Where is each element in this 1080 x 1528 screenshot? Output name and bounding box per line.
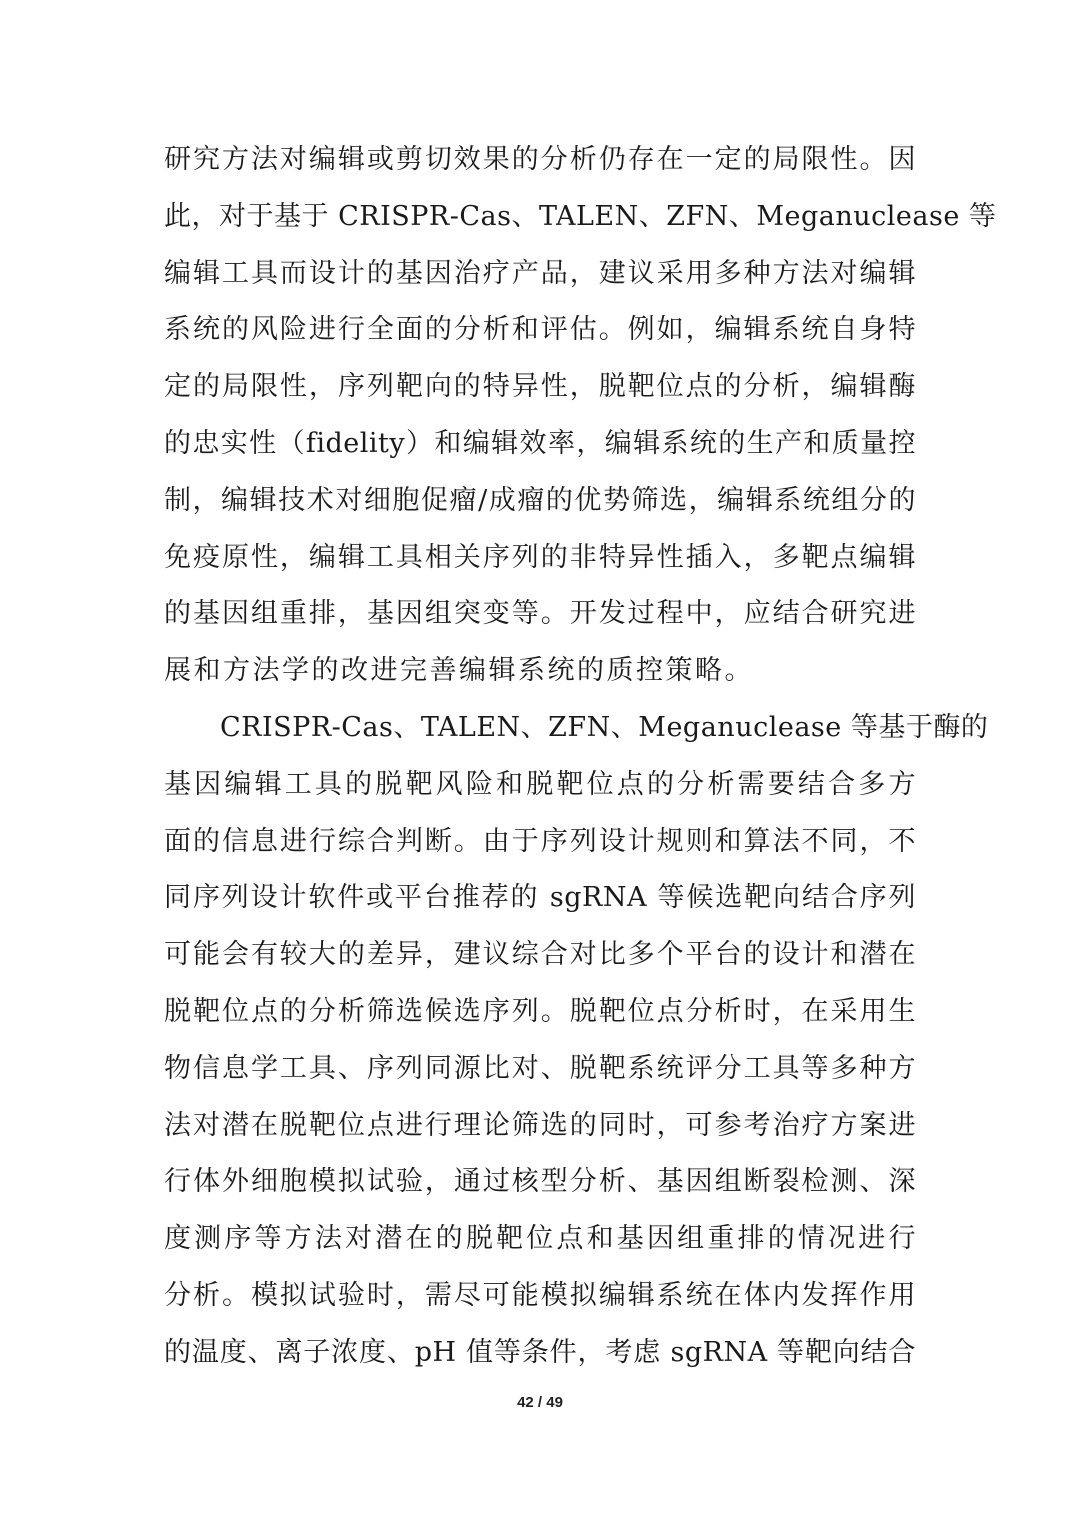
page-number: 42 / 49 xyxy=(517,1394,563,1411)
text-line: 基因编辑工具的脱靶风险和脱靶位点的分析需要结合多方 xyxy=(164,768,916,800)
text-line: 的基因组重排，基因组突变等。开发过程中，应结合研究进 xyxy=(164,598,916,630)
text-line: 编辑工具而设计的基因治疗产品，建议采用多种方法对编辑 xyxy=(164,257,916,289)
text-line: 此，对于基于 CRISPR-Cas、TALEN、ZFN、Meganuclease 等 xyxy=(164,200,997,232)
text-line: CRISPR-Cas、TALEN、ZFN、Meganuclease 等基于酶的 xyxy=(220,711,989,743)
text-line: 法对潜在脱靶位点进行理论筛选的同时，可参考治疗方案进 xyxy=(164,1109,916,1141)
text-line: 行体外细胞模拟试验，通过核型分析、基因组断裂检测、深 xyxy=(164,1166,916,1198)
paragraph-1 xyxy=(164,132,997,700)
text-line: 免疫原性，编辑工具相关序列的非特异性插入，多靶点编辑 xyxy=(164,541,916,573)
text-line: 分析。模拟试验时，需尽可能模拟编辑系统在体内发挥作用 xyxy=(164,1279,916,1311)
text-line: 研究方法对编辑或剪切效果的分析仍存在一定的局限性。因 xyxy=(164,144,916,175)
text-line: 的温度、离子浓度、pH 值等条件，考虑 sgRNA 等靶向结合 xyxy=(164,1336,916,1368)
text-line: 系统的风险进行全面的分析和评估。例如，编辑系统自身特 xyxy=(164,314,916,346)
text-line: 面的信息进行综合判断。由于序列设计规则和算法不同，不 xyxy=(164,825,916,857)
text-line: 可能会有较大的差异，建议综合对比多个平台的设计和潜在 xyxy=(164,939,916,971)
text-line: 同序列设计软件或平台推荐的 sgRNA 等候选靶向结合序列 xyxy=(164,882,916,914)
text-line: 度测序等方法对潜在的脱靶位点和基因组重排的情况进行 xyxy=(164,1223,916,1255)
body-text xyxy=(164,132,997,1382)
paragraph-2 xyxy=(164,700,989,1382)
text-line: 制，编辑技术对细胞促瘤/成瘤的优势筛选，编辑系统组分的 xyxy=(164,484,916,516)
text-line: 的忠实性（fidelity）和编辑效率，编辑系统的生产和质量控 xyxy=(164,427,916,459)
text-line: 展和方法学的改进完善编辑系统的质控策略。 xyxy=(164,655,754,687)
text-line: 脱靶位点的分析筛选候选序列。脱靶位点分析时，在采用生 xyxy=(164,995,916,1027)
text-line: 物信息学工具、序列同源比对、脱靶系统评分工具等多种方 xyxy=(164,1052,916,1084)
text-line: 定的局限性，序列靶向的特异性，脱靶位点的分析，编辑酶 xyxy=(164,371,916,403)
